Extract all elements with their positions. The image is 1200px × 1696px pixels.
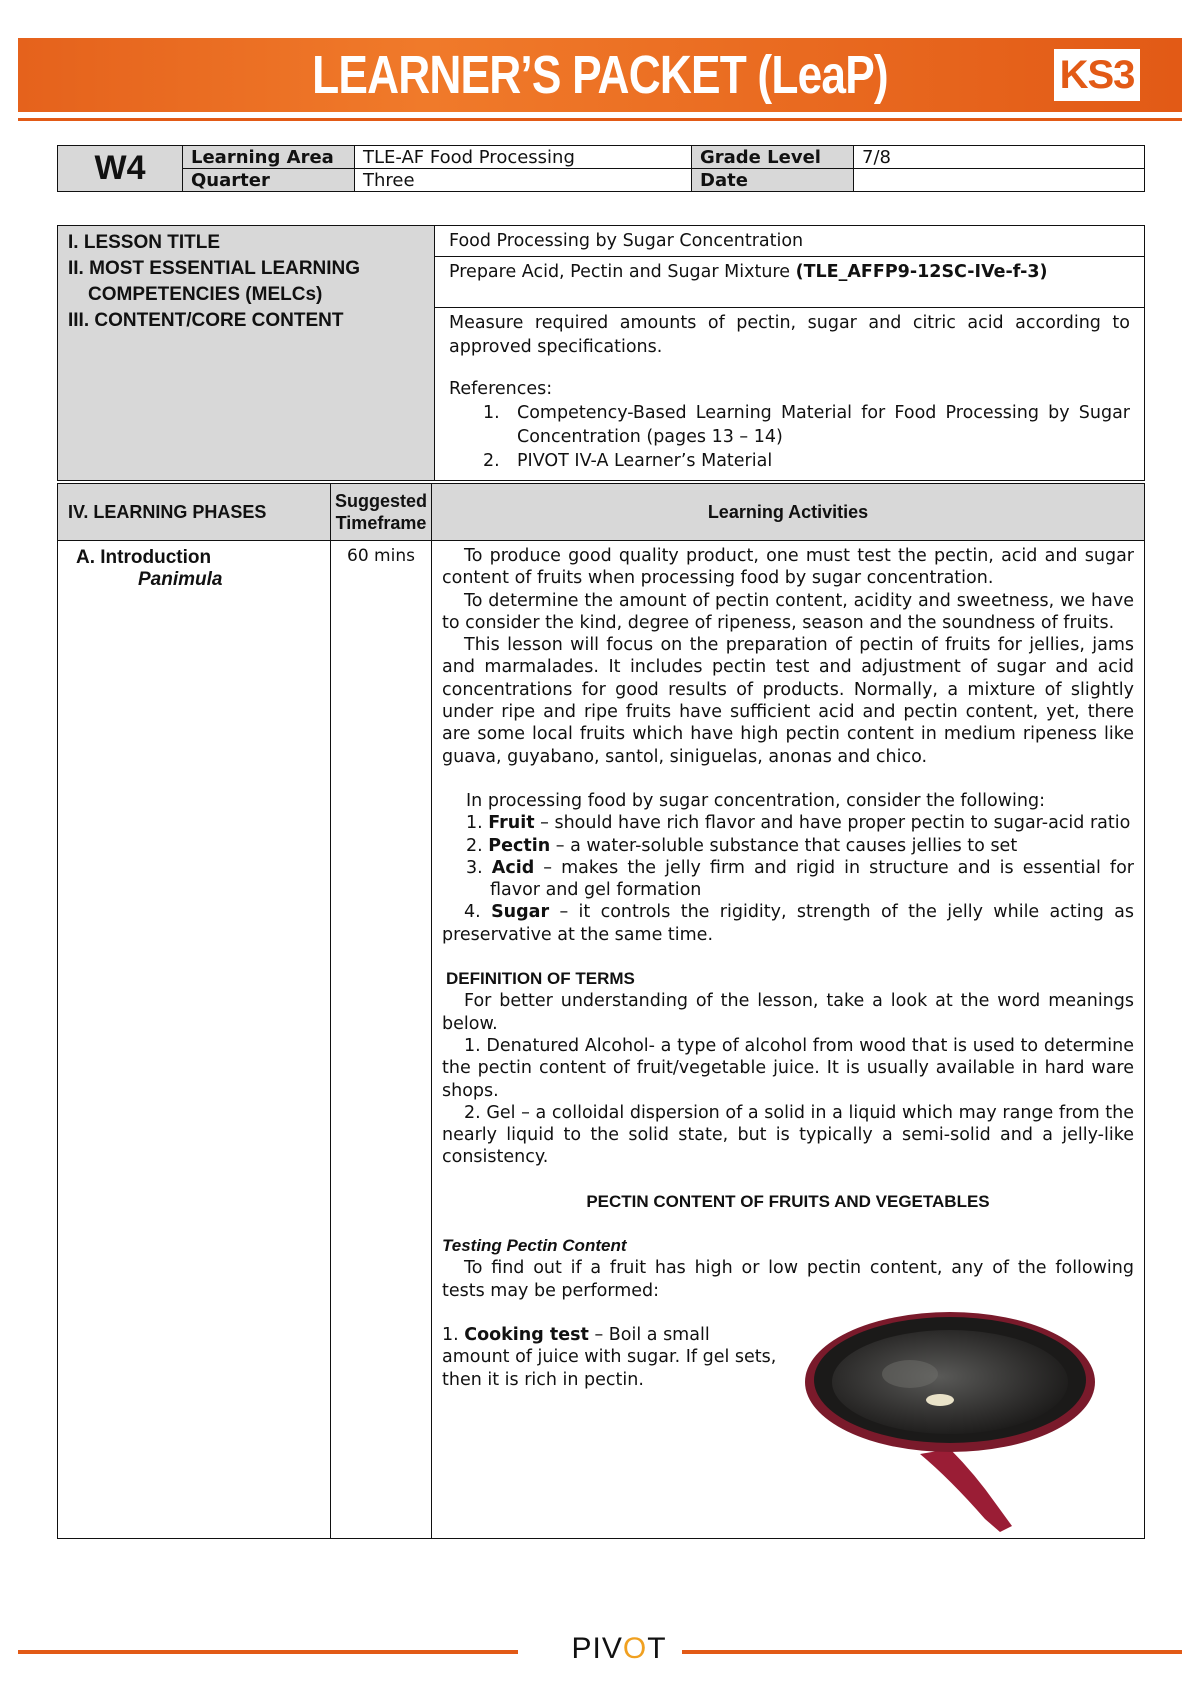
timeframe-cell <box>331 541 432 1539</box>
definition-2: 2. Gel – a colloidal dispersion of a solid in a liquid which may range from the nearly liquid to the solid state, but is typically a semi-solid and a jelly-like consistency. <box>442 1102 1134 1168</box>
footer-line-left <box>18 1650 518 1654</box>
consider-item <box>442 812 1134 834</box>
lesson-title-cell <box>435 226 1145 257</box>
item-term: Fruit <box>488 813 535 834</box>
leap-banner <box>18 38 1182 112</box>
definition-heading: DEFINITION OF TERMS <box>446 969 635 989</box>
item-number: 4. <box>464 902 481 923</box>
item-desc: – it controls the rigidity, strength of the jelly while acting as preservative at the same time. <box>442 902 1134 945</box>
definition-1: 1. Denatured Alcohol- a type of alcohol from wood that is used to determine the pectin content of fruit/vegetable juice. It is usually available in hard ware shops. <box>442 1035 1134 1101</box>
consider-intro: In processing food by sugar concentration, consider the following: <box>466 790 1045 811</box>
pectin-heading: PECTIN CONTENT OF FRUITS AND VEGETABLES <box>586 1191 990 1211</box>
activities-cell <box>432 541 1145 1539</box>
pivot-logo-o: O <box>622 1632 648 1665</box>
item-number: 2. <box>466 835 483 856</box>
melc-code: (TLE_AFFP9-12SC-IVe-f-3) <box>795 262 1048 282</box>
pivot-logo-part: T <box>647 1632 667 1665</box>
content-label: III. CONTENT/CORE CONTENT <box>68 310 344 331</box>
cooking-test-block <box>442 1324 1134 1534</box>
activities-header: Learning Activities <box>432 484 1145 541</box>
item-number: 3. <box>466 857 483 878</box>
testing-heading: Testing Pectin Content <box>442 1236 627 1256</box>
footer-line-right <box>682 1650 1182 1654</box>
item-number: 1. <box>466 813 483 834</box>
consider-item <box>442 901 1134 946</box>
test-term: Cooking test <box>464 1324 589 1345</box>
consider-item <box>442 835 1134 857</box>
learning-area-label: Learning Area <box>183 146 355 169</box>
item-term: Acid <box>491 857 535 878</box>
date-label: Date <box>692 169 854 192</box>
pivot-logo-part: PIV <box>571 1632 623 1665</box>
consider-item <box>442 857 1134 902</box>
lesson-title-label: I. LESSON TITLE <box>68 232 221 253</box>
test-desc: – Boil a small amount of juice with sugar. If gel sets, then it is rich in pectin. <box>442 1324 777 1390</box>
frying-pan-image <box>800 1304 1100 1534</box>
lesson-title: Food Processing by Sugar Concentration <box>449 231 804 251</box>
melc-text: Prepare Acid, Pectin and Sugar Mixture <box>449 262 790 282</box>
reference-2: PIVOT IV-A Learner’s Material <box>517 451 773 471</box>
item-desc: – makes the jelly firm and rigid in structure and is essential for flavor and gel formation <box>490 857 1134 901</box>
reference-1: Competency-Based Learning Material for Food Processing by Sugar Concentration (pages 13 – 14) <box>517 403 1130 447</box>
learning-area-value: TLE-AF Food Processing <box>355 146 692 169</box>
quarter-label: Quarter <box>183 169 355 192</box>
item-term: Pectin <box>488 835 551 856</box>
melc-label: II. MOST ESSENTIAL LEARNING COMPETENCIES (MELCs) <box>68 258 361 305</box>
phase-subtitle: Panimula <box>138 569 223 590</box>
paragraph-3: This lesson will focus on the preparation of pectin of fruits for jellies, jams and marmalades. It includes pectin test and adjustment of sugar and acid concentrations for good results of products. Normally, a mixture of slightly under ripe and ripe fruits have sufficient acid and pectin content, yet, there are some local fruits which have high pectin content in medium ripeness like guava, guyabano, santol, siniguelas, anonas and chico. <box>442 635 1134 767</box>
footer <box>18 1632 1182 1665</box>
paragraph-2: To determine the amount of pectin content, acidity and sweetness, we have to consider the kind, degree of ripeness, season and the soundness of fruits. <box>442 590 1134 633</box>
timeframe-header: Suggested Timeframe <box>331 484 432 541</box>
item-desc: – a water-soluble substance that causes jellies to set <box>550 835 1018 856</box>
date-value <box>854 169 1145 192</box>
phases-header: IV. LEARNING PHASES <box>58 484 331 541</box>
timeframe-value: 60 mins <box>347 546 415 566</box>
reference-item: 2. PIVOT IV-A Learner’s Material <box>483 451 773 471</box>
pivot-logo <box>554 1632 684 1666</box>
paragraph-1: To produce good quality product, one must test the pectin, acid and sugar content of fruits when processing food by sugar concentration. <box>442 546 1134 589</box>
quarter-value: Three <box>355 169 692 192</box>
content-cell <box>435 308 1145 481</box>
reference-item: 1. Competency-Based Learning Material for Food Processing by Sugar Concentration (pages 13 – 14) <box>483 403 1130 447</box>
item-desc: – should have rich flavor and have proper pectin to sugar-acid ratio <box>534 813 1131 834</box>
grade-level-value: 7/8 <box>854 146 1145 169</box>
week-label: W4 <box>58 146 183 192</box>
header-table <box>57 145 1145 192</box>
testing-intro: To find out if a fruit has high or low pectin content, any of the following tests may be performed: <box>442 1258 1134 1301</box>
references-label: References: <box>449 379 553 399</box>
ks3-badge: KS3 <box>1054 49 1140 101</box>
content-text: Measure required amounts of pectin, sugar and citric acid according to approved specifications. <box>449 313 1130 357</box>
item-term: Sugar <box>491 902 550 923</box>
banner-divider <box>18 118 1182 121</box>
lesson-labels <box>58 226 435 481</box>
test-number: 1. <box>442 1324 459 1345</box>
cooking-test-text <box>442 1324 782 1534</box>
definition-intro: For better understanding of the lesson, take a look at the word meanings below. <box>442 991 1134 1034</box>
phase-cell <box>58 541 331 1539</box>
grade-level-label: Grade Level <box>692 146 854 169</box>
phase-title: A. Introduction <box>76 547 212 568</box>
banner-title: LEARNER’S PACKET (LeaP) <box>312 45 888 105</box>
learning-phases-table <box>57 483 1145 1539</box>
melc-cell <box>435 257 1145 308</box>
lesson-table <box>57 225 1145 481</box>
